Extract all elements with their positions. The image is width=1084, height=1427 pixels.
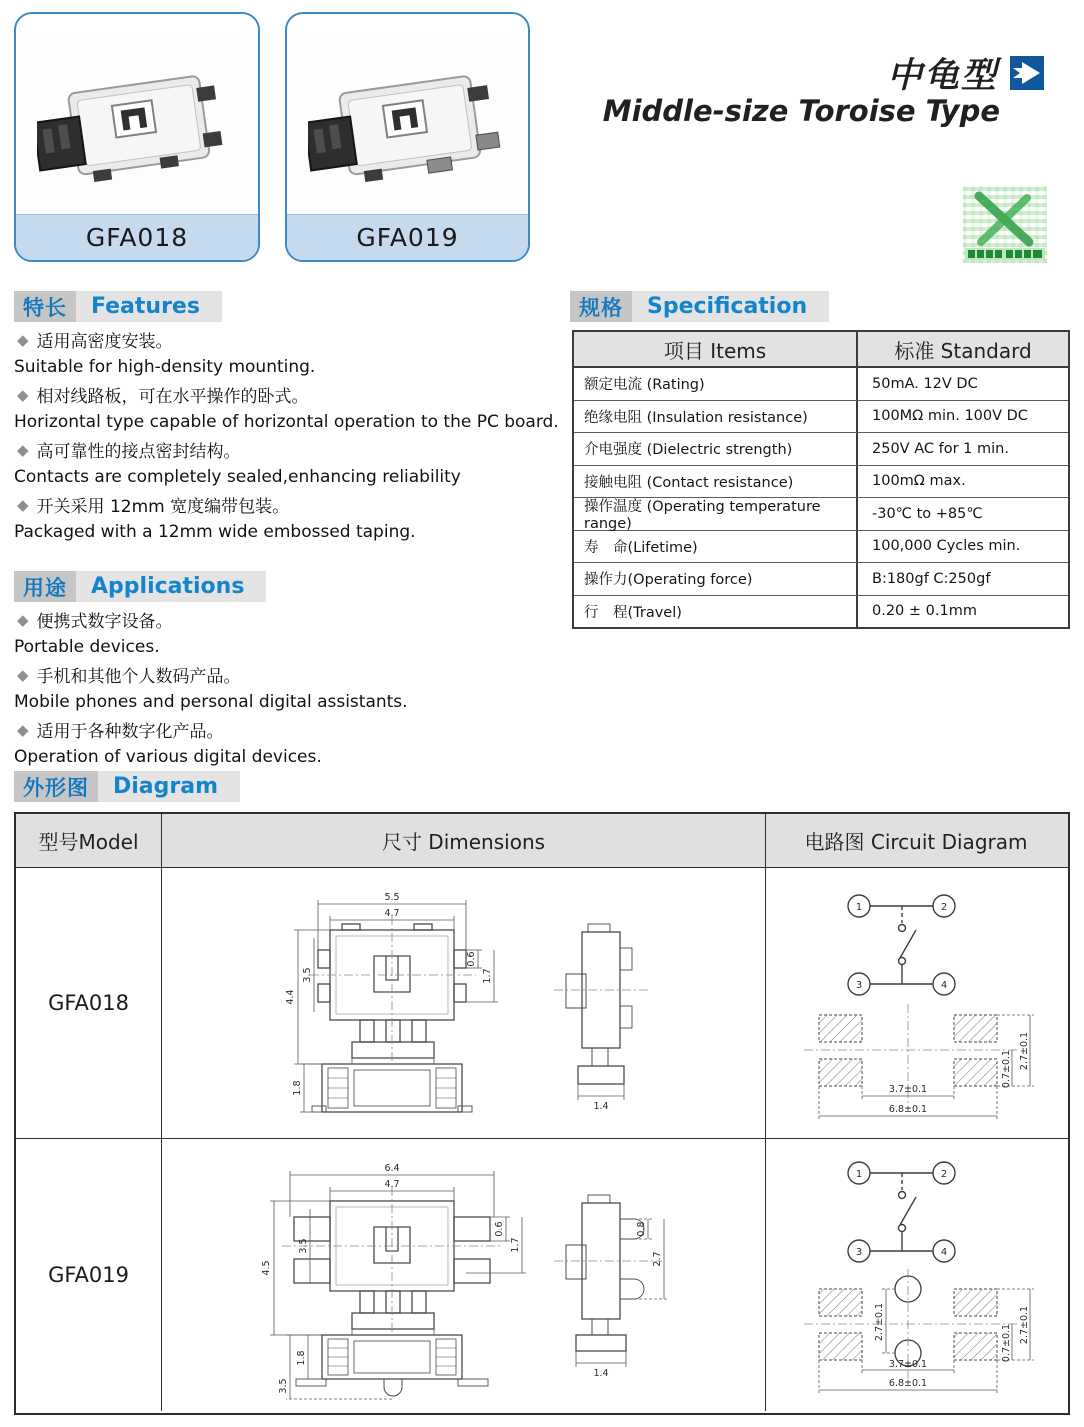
dim-label: 1.4 (593, 1368, 609, 1379)
dim-label: 0.7±0.1 (1001, 1049, 1012, 1089)
spec-row: 接触电阻 (Contact resistance) 100mΩ max. (574, 466, 1068, 499)
circuit-cell-gfa019 (766, 1139, 1066, 1411)
diag-col-model: 型号Model (16, 814, 162, 867)
feature-item-cn: ◆ 高可靠性的接点密封结构。 (17, 440, 241, 463)
applications-list (14, 606, 574, 771)
terminal-label: 3 (855, 1247, 863, 1258)
feature-item-en: Contacts are completely sealed,enhancing reliability (14, 467, 461, 488)
gfa019-side-view (566, 1195, 644, 1351)
diagram-row-gfa018 (16, 868, 1068, 1139)
dim-label: 2.7 (652, 1251, 663, 1267)
dim-label: 4.4 (285, 989, 296, 1005)
spec-row: 寿 命(Lifetime) 100,000 Cycles min. (574, 531, 1068, 564)
dim-label: 3.7±0.1 (888, 1084, 928, 1095)
gfa018-side-view (566, 924, 632, 1084)
gfa019-dimension-drawing (162, 1139, 766, 1411)
diamond-bullet-icon: ◆ (17, 385, 29, 404)
dim-label: 6.8±0.1 (888, 1378, 928, 1389)
dimensions-cell-gfa018 (162, 868, 766, 1138)
terminal-label: 1 (855, 902, 863, 913)
dim-label: 0.7±0.1 (1001, 1323, 1012, 1363)
diamond-bullet-icon: ◆ (17, 665, 29, 684)
feature-item-cn: ◆ 开关采用 12mm 宽度编带包装。 (17, 495, 290, 518)
dim-label: 6.4 (384, 1163, 400, 1174)
dim-label: 2.7±0.1 (874, 1302, 885, 1342)
model-cell: GFA019 (16, 1139, 162, 1411)
switch-illustration-gfa018 (37, 40, 237, 200)
diamond-bullet-icon: ◆ (17, 330, 29, 349)
features-list (14, 326, 574, 546)
dim-label: 0.8 (636, 1221, 647, 1237)
application-item-en: Operation of various digital devices. (14, 747, 322, 768)
dim-label: 1.7 (482, 968, 493, 984)
page-title-cn: 中龟型 (886, 56, 998, 96)
spec-table-header (574, 332, 1068, 368)
applications-header (14, 571, 266, 602)
dim-label: 5.5 (384, 892, 400, 903)
spec-col-standard: 标准 Standard (894, 338, 1032, 363)
dim-label: 0.6 (494, 1221, 505, 1237)
spec-row: 行 程(Travel) 0.20 ± 0.1mm (574, 596, 1068, 628)
dim-label: 0.6 (466, 951, 477, 967)
specification-label-en: Specification (632, 291, 829, 322)
title-row (887, 48, 1044, 98)
product-model-label: GFA019 (287, 214, 528, 260)
dim-label: 4.7 (384, 908, 400, 919)
application-item-en: Mobile phones and personal digital assistants. (14, 692, 408, 713)
terminal-label: 2 (940, 1169, 948, 1180)
gfa018-circuit-diagram (766, 868, 1066, 1139)
specification-label-cn: 规格 (570, 291, 632, 322)
diamond-bullet-icon: ◆ (17, 720, 29, 739)
product-card-gfa018 (14, 12, 260, 262)
diamond-bullet-icon: ◆ (17, 610, 29, 629)
arrow-right-icon (1010, 56, 1044, 90)
spec-row: 绝缘电阻 (Insulation resistance) 100MΩ min. 100V DC (574, 401, 1068, 434)
application-item-cn: ◆ 手机和其他个人数码产品。 (17, 665, 241, 688)
spec-row: 操作温度 (Operating temperature range) -30℃ to +85℃ (574, 498, 1068, 531)
model-cell: GFA018 (16, 868, 162, 1138)
application-item-cn: ◆ 适用于各种数字化产品。 (17, 720, 224, 743)
specification-table (572, 330, 1070, 629)
dim-label: 4.5 (261, 1260, 272, 1276)
gfa019-front-view (296, 1335, 488, 1396)
features-label-en: Features (76, 291, 222, 322)
terminal-label: 2 (940, 902, 948, 913)
dim-label: 2.7±0.1 (1019, 1031, 1030, 1071)
application-item-en: Portable devices. (14, 637, 160, 658)
switch-illustration-gfa019 (308, 40, 508, 200)
dim-label: 1.8 (296, 1350, 307, 1366)
diag-col-dimensions: 尺寸 Dimensions (162, 814, 766, 867)
dim-label: 6.8±0.1 (888, 1104, 928, 1115)
applications-label-en: Applications (76, 571, 266, 602)
dim-label: 3.5 (302, 967, 313, 983)
circuit-cell-gfa018 (766, 868, 1066, 1138)
spec-row: 操作力(Operating force) B:180gf C:250gf (574, 563, 1068, 596)
dim-label: 1.8 (292, 1080, 303, 1096)
dimensions-cell-gfa019 (162, 1139, 766, 1411)
page-title-en: Middle-size Toroise Type (602, 94, 1000, 128)
diamond-bullet-icon: ◆ (17, 495, 29, 514)
logo-x-mark (963, 186, 1047, 263)
product-photo-gfa019 (287, 32, 528, 208)
feature-item-cn: ◆ 适用高密度安装。 (17, 330, 173, 353)
dim-label: 3.5 (298, 1238, 309, 1254)
feature-item-cn: ◆ 相对线路板，可在水平操作的卧式。 (17, 385, 309, 408)
specification-header (570, 291, 829, 322)
terminal-label: 4 (940, 1247, 948, 1258)
diagram-label-en: Diagram (98, 771, 240, 802)
feature-item-en: Packaged with a 12mm wide embossed taping. (14, 522, 416, 543)
switch-schematic (848, 895, 955, 995)
product-card-gfa019 (285, 12, 530, 262)
gfa018-dimension-drawing (162, 868, 766, 1139)
dim-label: 3.7±0.1 (888, 1359, 928, 1370)
terminal-label: 1 (855, 1169, 863, 1180)
dim-label: 1.7 (510, 1237, 521, 1253)
feature-item-en: Horizontal type capable of horizontal operation to the PC board. (14, 412, 559, 433)
diagram-header (14, 771, 240, 802)
diagram-table (14, 812, 1070, 1415)
centerlines (282, 1187, 502, 1337)
dim-label: 4.7 (384, 1179, 400, 1190)
company-logo (963, 186, 1047, 263)
terminal-label: 3 (855, 980, 863, 991)
switch-schematic (848, 1162, 955, 1262)
spec-row: 介电强度 (Dielectric strength) 250V AC for 1 min. (574, 433, 1068, 466)
diagram-row-gfa019 (16, 1139, 1068, 1411)
features-header (14, 291, 222, 322)
spec-col-items: 项目 Items (574, 332, 858, 366)
dim-label: 1.4 (593, 1101, 609, 1112)
dim-label: 3.5 (278, 1378, 289, 1394)
diag-col-circuit: 电路图 Circuit Diagram (804, 830, 1028, 854)
feature-item-en: Suitable for high-density mounting. (14, 357, 316, 378)
diamond-bullet-icon: ◆ (17, 440, 29, 459)
dim-label: 2.7±0.1 (1019, 1305, 1030, 1345)
product-model-label: GFA018 (16, 214, 258, 260)
spec-row: 额定电流 (Rating) 50mA. 12V DC (574, 368, 1068, 401)
gfa019-circuit-diagram (766, 1139, 1066, 1411)
applications-label-cn: 用途 (14, 571, 76, 602)
diagram-label-cn: 外形图 (14, 771, 98, 802)
features-label-cn: 特长 (14, 291, 76, 322)
gfa018-front-view (312, 1064, 472, 1112)
application-item-cn: ◆ 便携式数字设备。 (17, 610, 173, 633)
product-photo-gfa018 (16, 32, 258, 208)
diagram-table-header (16, 814, 1068, 868)
terminal-label: 4 (940, 980, 948, 991)
